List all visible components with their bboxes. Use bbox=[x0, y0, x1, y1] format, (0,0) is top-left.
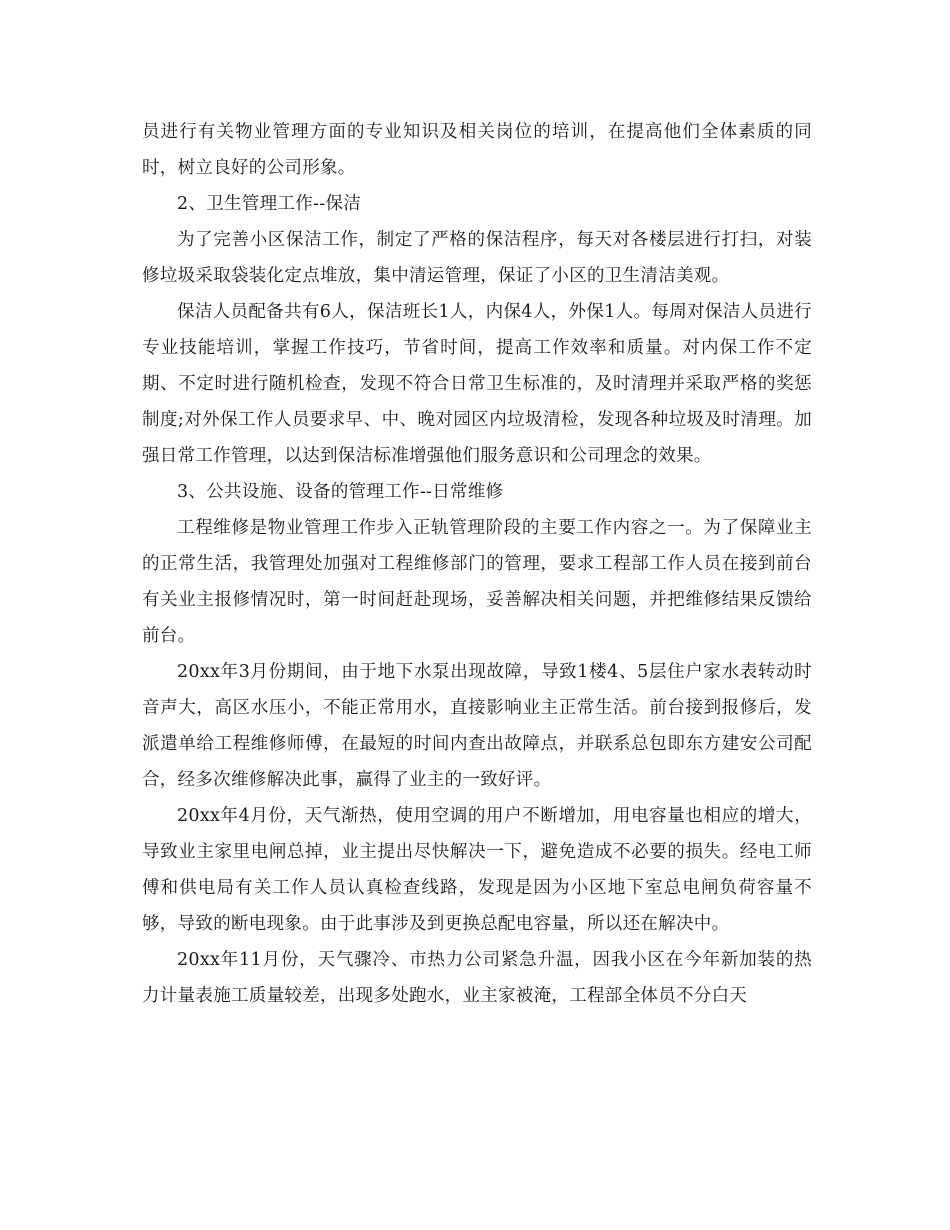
paragraph-6: 20xx年4月份，天气渐热，使用空调的用户不断增加，用电容量也相应的增大，导致业主家里电闸总掉，业主提出尽快解决一下，避免造成不必要的损失。经电工师傅和供电局有关工作人员认真检查线路，发现是因为小区地下室总电闸负荷容量不够，导致的断电现象。由于此事涉及到更换总配电容量，所以还在解决中。 bbox=[142, 806, 812, 934]
document-body bbox=[142, 114, 812, 1014]
section-heading-sanitation: 2、卫生管理工作--保洁 bbox=[177, 194, 362, 214]
section-heading-maintenance: 3、公共设施、设备的管理工作--日常维修 bbox=[177, 482, 504, 502]
paragraph-2: 为了完善小区保洁工作，制定了严格的保洁程序，每天对各楼层进行打扫，对装修垃圾采取袋装化定点堆放，集中清运管理，保证了小区的卫生清洁美观。 bbox=[142, 230, 812, 286]
paragraph-1: 员进行有关物业管理方面的专业知识及相关岗位的培训，在提高他们全体素质的同时，树立良好的公司形象。 bbox=[142, 122, 812, 178]
paragraph-7: 20xx年11月份，天气骤冷、市热力公司紧急升温，因我小区在今年新加装的热力计量表施工质量较差，出现多处跑水，业主家被淹，工程部全体员不分白天 bbox=[142, 950, 812, 1006]
paragraph-3: 保洁人员配备共有6人，保洁班长1人，内保4人，外保1人。每周对保洁人员进行专业技能培训，掌握工作技巧，节省时间，提高工作效率和质量。对内保工作不定期、不定时进行随机检查，发现不符合日常卫生标准的，及时清理并采取严格的奖惩制度;对外保工作人员要求早、中、晚对园区内垃圾清检，发现各种垃圾及时清理。加强日常工作管理，以达到保洁标准增强他们服务意识和公司理念的效果。 bbox=[142, 302, 812, 466]
paragraph-5: 20xx年3月份期间，由于地下水泵出现故障，导致1楼4、5层住户家水表转动时音声大，高区水压小，不能正常用水，直接影响业主正常生活。前台接到报修后，发派遣单给工程维修师傅，在最短的时间内查出故障点，并联系总包即东方建安公司配合，经多次维修解决此事，赢得了业主的一致好评。 bbox=[142, 662, 812, 790]
paragraph-4: 工程维修是物业管理工作步入正轨管理阶段的主要工作内容之一。为了保障业主的正常生活，我管理处加强对工程维修部门的管理，要求工程部工作人员在接到前台有关业主报修情况时，第一时间赶赴现场，妥善解决相关问题，并把维修结果反馈给前台。 bbox=[142, 518, 812, 646]
